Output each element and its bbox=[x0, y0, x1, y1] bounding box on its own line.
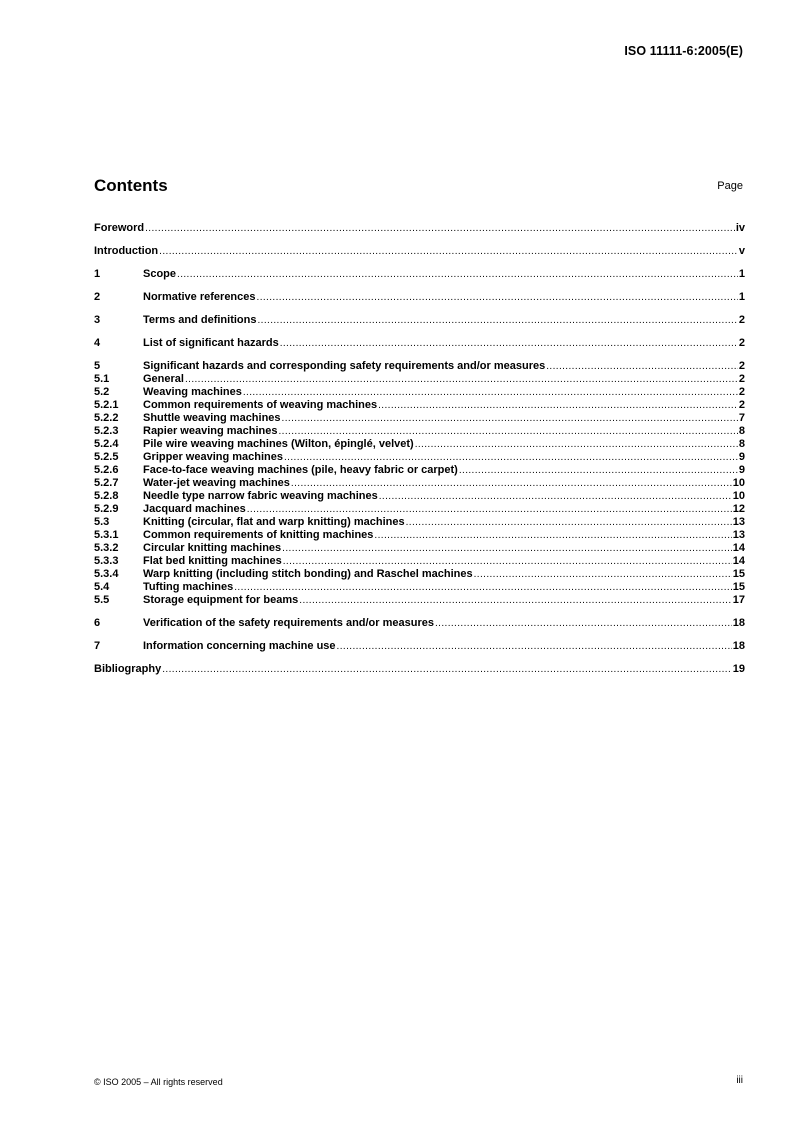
toc-entry-page: 2 bbox=[738, 314, 745, 326]
dot-leader bbox=[474, 568, 732, 581]
toc-entry[interactable] bbox=[94, 663, 745, 676]
toc-entry-page: 13 bbox=[732, 516, 745, 528]
toc-entry-title[interactable]: Jacquard machines bbox=[143, 503, 246, 515]
copyright-notice: © ISO 2005 – All rights reserved bbox=[94, 1077, 223, 1087]
page-column-label: Page bbox=[717, 180, 743, 192]
toc-entry-title[interactable]: Pile wire weaving machines (Wilton, épinglé, velvet) bbox=[143, 438, 414, 450]
dot-leader bbox=[415, 438, 738, 451]
toc-entry[interactable] bbox=[94, 337, 745, 350]
toc-entry-number: 5.2.1 bbox=[94, 399, 119, 411]
toc-entry-number: 5.4 bbox=[94, 581, 110, 593]
dot-leader bbox=[280, 337, 738, 350]
toc-entry-number: 5.2.4 bbox=[94, 438, 119, 450]
toc-entry-number: 5.5 bbox=[94, 594, 110, 606]
toc-entry-title[interactable]: Common requirements of knitting machines bbox=[143, 529, 374, 541]
toc-entry-number: 5.2.9 bbox=[94, 503, 119, 515]
toc-entry-number: 5.2 bbox=[94, 386, 110, 398]
table-of-contents bbox=[94, 222, 745, 676]
toc-entry-title[interactable]: Significant hazards and corresponding safety requirements and/or measures bbox=[143, 360, 546, 372]
toc-entry-page: 13 bbox=[732, 529, 745, 541]
toc-entry-page: 12 bbox=[732, 503, 745, 515]
dot-leader bbox=[546, 360, 738, 373]
toc-entry-page: 8 bbox=[738, 425, 745, 437]
toc-entry-page: 15 bbox=[732, 568, 745, 580]
toc-entry[interactable] bbox=[94, 268, 745, 281]
toc-entry-number: 5.3 bbox=[94, 516, 110, 528]
toc-entry-number: 7 bbox=[94, 640, 101, 652]
toc-entry[interactable] bbox=[94, 529, 745, 542]
toc-entry[interactable] bbox=[94, 568, 745, 581]
toc-entry-page: 10 bbox=[732, 490, 745, 502]
dot-leader bbox=[282, 542, 732, 555]
toc-entry-page: 2 bbox=[738, 399, 745, 411]
dot-leader bbox=[234, 581, 732, 594]
toc-entry-title[interactable]: Scope bbox=[143, 268, 177, 280]
dot-leader bbox=[374, 529, 731, 542]
toc-entry[interactable] bbox=[94, 222, 745, 235]
toc-entry-page: 9 bbox=[738, 464, 745, 476]
toc-entry-title[interactable]: Water-jet weaving machines bbox=[143, 477, 290, 489]
toc-entry[interactable] bbox=[94, 640, 745, 653]
toc-entry-page: 10 bbox=[732, 477, 745, 489]
dot-leader bbox=[177, 268, 738, 281]
dot-leader bbox=[291, 477, 732, 490]
toc-entry-number: 5.2.7 bbox=[94, 477, 119, 489]
toc-entry-title[interactable]: Circular knitting machines bbox=[143, 542, 282, 554]
dot-leader bbox=[299, 594, 731, 607]
toc-entry[interactable] bbox=[94, 477, 745, 490]
dot-leader bbox=[279, 425, 738, 438]
toc-entry-number: 4 bbox=[94, 337, 101, 349]
dot-leader bbox=[185, 373, 738, 386]
toc-entry-page: 8 bbox=[738, 438, 745, 450]
dot-leader bbox=[282, 412, 738, 425]
toc-entry-page: 18 bbox=[732, 640, 745, 652]
toc-entry[interactable] bbox=[94, 245, 745, 258]
dot-leader bbox=[406, 516, 732, 529]
dot-leader bbox=[243, 386, 738, 399]
toc-entry-title[interactable]: Normative references bbox=[143, 291, 256, 303]
toc-entry[interactable] bbox=[94, 425, 745, 438]
toc-entry[interactable] bbox=[94, 516, 745, 529]
toc-entry[interactable] bbox=[94, 542, 745, 555]
dot-leader bbox=[337, 640, 732, 653]
dot-leader bbox=[379, 490, 732, 503]
toc-entry-page: 17 bbox=[732, 594, 745, 606]
toc-entry[interactable] bbox=[94, 438, 745, 451]
toc-entry[interactable] bbox=[94, 291, 745, 304]
toc-entry[interactable] bbox=[94, 503, 745, 516]
toc-entry-number: 6 bbox=[94, 617, 101, 629]
dot-leader bbox=[284, 451, 738, 464]
toc-entry-page: 9 bbox=[738, 451, 745, 463]
toc-entry-page: 19 bbox=[732, 663, 745, 675]
dot-leader bbox=[257, 314, 737, 327]
toc-entry-page: 14 bbox=[732, 542, 745, 554]
toc-entry[interactable] bbox=[94, 386, 745, 399]
toc-entry-title[interactable]: Terms and definitions bbox=[143, 314, 257, 326]
toc-entry-title[interactable]: Face-to-face weaving machines (pile, heavy fabric or carpet) bbox=[143, 464, 458, 476]
toc-entry-page: 2 bbox=[738, 386, 745, 398]
toc-entry-title[interactable]: Storage equipment for beams bbox=[143, 594, 299, 606]
dot-leader bbox=[378, 399, 738, 412]
contents-heading: Contents bbox=[94, 176, 168, 195]
toc-entry-title[interactable]: Common requirements of weaving machines bbox=[143, 399, 378, 411]
toc-entry[interactable] bbox=[94, 617, 745, 630]
toc-entry-title[interactable]: Gripper weaving machines bbox=[143, 451, 283, 463]
document-id: ISO 11111-6:2005(E) bbox=[624, 44, 743, 58]
toc-entry[interactable] bbox=[94, 314, 745, 327]
toc-entry-title[interactable]: List of significant hazards bbox=[143, 337, 279, 349]
toc-entry[interactable] bbox=[94, 555, 745, 568]
page-number: iii bbox=[736, 1075, 743, 1086]
toc-entry-number: 5.2.5 bbox=[94, 451, 119, 463]
toc-entry-page: 1 bbox=[738, 268, 745, 280]
dot-leader bbox=[283, 555, 732, 568]
toc-entry-title[interactable]: Warp knitting (including stitch bonding) and Raschel machines bbox=[143, 568, 473, 580]
dot-leader bbox=[459, 464, 738, 477]
toc-entry-page: 14 bbox=[732, 555, 745, 567]
dot-leader bbox=[162, 663, 732, 676]
toc-entry-number: 5.2.6 bbox=[94, 464, 119, 476]
dot-leader bbox=[159, 245, 738, 258]
toc-entry-title[interactable]: Introduction bbox=[94, 245, 159, 257]
toc-entry[interactable] bbox=[94, 464, 745, 477]
dot-leader bbox=[247, 503, 732, 516]
dot-leader bbox=[435, 617, 732, 630]
toc-entry[interactable] bbox=[94, 581, 745, 594]
toc-entry-title[interactable]: Knitting (circular, flat and warp knitting) machines bbox=[143, 516, 405, 528]
toc-entry-title[interactable]: Shuttle weaving machines bbox=[143, 412, 281, 424]
toc-entry-number: 5.3.2 bbox=[94, 542, 119, 554]
toc-entry-page: 7 bbox=[738, 412, 745, 424]
toc-entry[interactable] bbox=[94, 373, 745, 386]
toc-entry-title[interactable]: Weaving machines bbox=[143, 386, 242, 398]
toc-entry-number: 5.1 bbox=[94, 373, 110, 385]
toc-entry[interactable] bbox=[94, 451, 745, 464]
toc-entry-title[interactable]: Information concerning machine use bbox=[143, 640, 336, 652]
toc-entry-page: 15 bbox=[732, 581, 745, 593]
toc-entry-page: 18 bbox=[732, 617, 745, 629]
toc-entry-title[interactable]: Verification of the safety requirements and/or measures bbox=[143, 617, 434, 629]
toc-entry[interactable] bbox=[94, 360, 745, 373]
toc-entry-number: 5.3.4 bbox=[94, 568, 119, 580]
toc-entry-title[interactable]: Flat bed knitting machines bbox=[143, 555, 282, 567]
toc-entry-number: 5 bbox=[94, 360, 101, 372]
toc-entry[interactable] bbox=[94, 594, 745, 607]
toc-entry[interactable] bbox=[94, 412, 745, 425]
toc-entry-page: 1 bbox=[738, 291, 745, 303]
toc-entry-page: v bbox=[738, 245, 745, 257]
toc-entry-number: 5.3.3 bbox=[94, 555, 119, 567]
toc-entry-number: 3 bbox=[94, 314, 101, 326]
toc-entry-page: iv bbox=[735, 222, 745, 234]
toc-entry-page: 2 bbox=[738, 360, 745, 372]
toc-entry-title[interactable]: Bibliography bbox=[94, 663, 162, 675]
toc-entry-number: 2 bbox=[94, 291, 101, 303]
toc-entry-title[interactable]: General bbox=[143, 373, 184, 385]
toc-entry-page: 2 bbox=[738, 373, 745, 385]
toc-entry-title[interactable]: Tufting machines bbox=[143, 581, 234, 593]
toc-entry[interactable] bbox=[94, 490, 745, 503]
toc-entry-number: 5.2.3 bbox=[94, 425, 119, 437]
toc-entry-title[interactable]: Foreword bbox=[94, 222, 145, 234]
toc-entry-page: 2 bbox=[738, 337, 745, 349]
toc-entry-title[interactable]: Rapier weaving machines bbox=[143, 425, 278, 437]
toc-entry-number: 1 bbox=[94, 268, 101, 280]
dot-leader bbox=[145, 222, 735, 235]
toc-entry-title[interactable]: Needle type narrow fabric weaving machines bbox=[143, 490, 378, 502]
toc-entry-number: 5.2.8 bbox=[94, 490, 119, 502]
toc-entry[interactable] bbox=[94, 399, 745, 412]
toc-entry-number: 5.2.2 bbox=[94, 412, 119, 424]
dot-leader bbox=[257, 291, 738, 304]
toc-entry-number: 5.3.1 bbox=[94, 529, 119, 541]
